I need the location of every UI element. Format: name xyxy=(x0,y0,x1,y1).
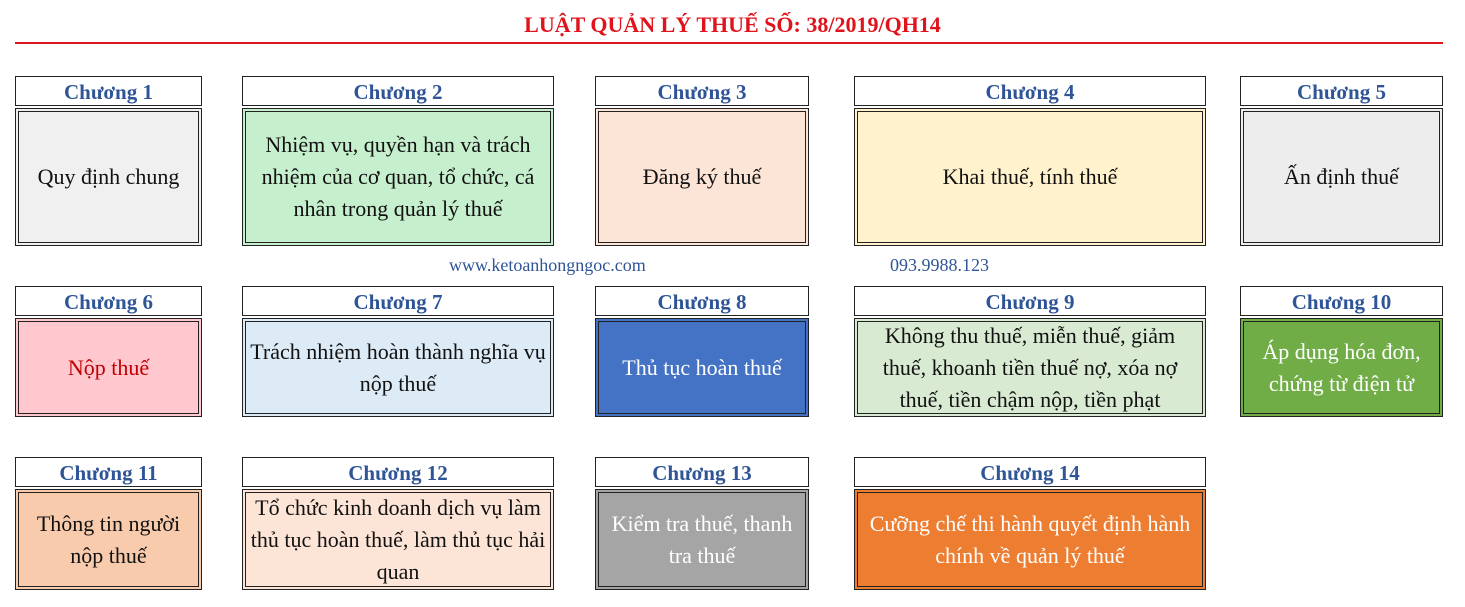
chapter-12 xyxy=(242,457,554,590)
chapter-content: Cưỡng chế thi hành quyết định hành chính về quản lý thuế xyxy=(854,489,1206,590)
chapter-content: Không thu thuế, miễn thuế, giảm thuế, khoanh tiền thuế nợ, xóa nợ thuế, tiền chậm nộp, tiền phạt xyxy=(854,318,1206,417)
chapter-13 xyxy=(595,457,809,590)
chapter-10 xyxy=(1240,286,1443,417)
chapter-content: Đăng ký thuế xyxy=(595,108,809,246)
page-title: LUẬT QUẢN LÝ THUẾ SỐ: 38/2019/QH14 xyxy=(524,12,941,37)
chapter-heading: Chương 8 xyxy=(595,286,809,316)
chapter-heading: Chương 3 xyxy=(595,76,809,106)
chapter-content: Áp dụng hóa đơn, chứng từ điện tử xyxy=(1240,318,1443,417)
chapter-content: Quy định chung xyxy=(15,108,202,246)
chapter-11 xyxy=(15,457,202,590)
phone-text: 093.9988.123 xyxy=(890,255,989,275)
chapter-content: Tổ chức kinh doanh dịch vụ làm thủ tục hoàn thuế, làm thủ tục hải quan xyxy=(242,489,554,590)
chapter-heading: Chương 14 xyxy=(854,457,1206,487)
chapter-4 xyxy=(854,76,1206,246)
website-text: www.ketoanhongngoc.com xyxy=(449,255,646,275)
chapter-7 xyxy=(242,286,554,417)
chapter-heading: Chương 9 xyxy=(854,286,1206,316)
chapter-6 xyxy=(15,286,202,417)
chapter-content: Thủ tục hoàn thuế xyxy=(595,318,809,417)
chapter-heading: Chương 1 xyxy=(15,76,202,106)
chapter-1 xyxy=(15,76,202,246)
title-underline xyxy=(15,42,1443,44)
chapter-heading: Chương 6 xyxy=(15,286,202,316)
chapter-2 xyxy=(242,76,554,246)
chapter-content: Kiểm tra thuế, thanh tra thuế xyxy=(595,489,809,590)
chapter-heading: Chương 12 xyxy=(242,457,554,487)
chapter-heading: Chương 10 xyxy=(1240,286,1443,316)
chapter-8 xyxy=(595,286,809,417)
chapter-heading: Chương 11 xyxy=(15,457,202,487)
chapter-heading: Chương 5 xyxy=(1240,76,1443,106)
chapter-heading: Chương 4 xyxy=(854,76,1206,106)
chapter-heading: Chương 7 xyxy=(242,286,554,316)
chapter-content: Trách nhiệm hoàn thành nghĩa vụ nộp thuế xyxy=(242,318,554,417)
chapter-5 xyxy=(1240,76,1443,246)
chapter-content: Khai thuế, tính thuế xyxy=(854,108,1206,246)
chapter-14 xyxy=(854,457,1206,590)
chapter-content: Nộp thuế xyxy=(15,318,202,417)
chapter-content: Ấn định thuế xyxy=(1240,108,1443,246)
chapter-content: Thông tin người nộp thuế xyxy=(15,489,202,590)
chapter-heading: Chương 13 xyxy=(595,457,809,487)
chapter-9 xyxy=(854,286,1206,417)
chapter-heading: Chương 2 xyxy=(242,76,554,106)
chapter-3 xyxy=(595,76,809,246)
chapter-content: Nhiệm vụ, quyền hạn và trách nhiệm của cơ quan, tổ chức, cá nhân trong quản lý thuế xyxy=(242,108,554,246)
